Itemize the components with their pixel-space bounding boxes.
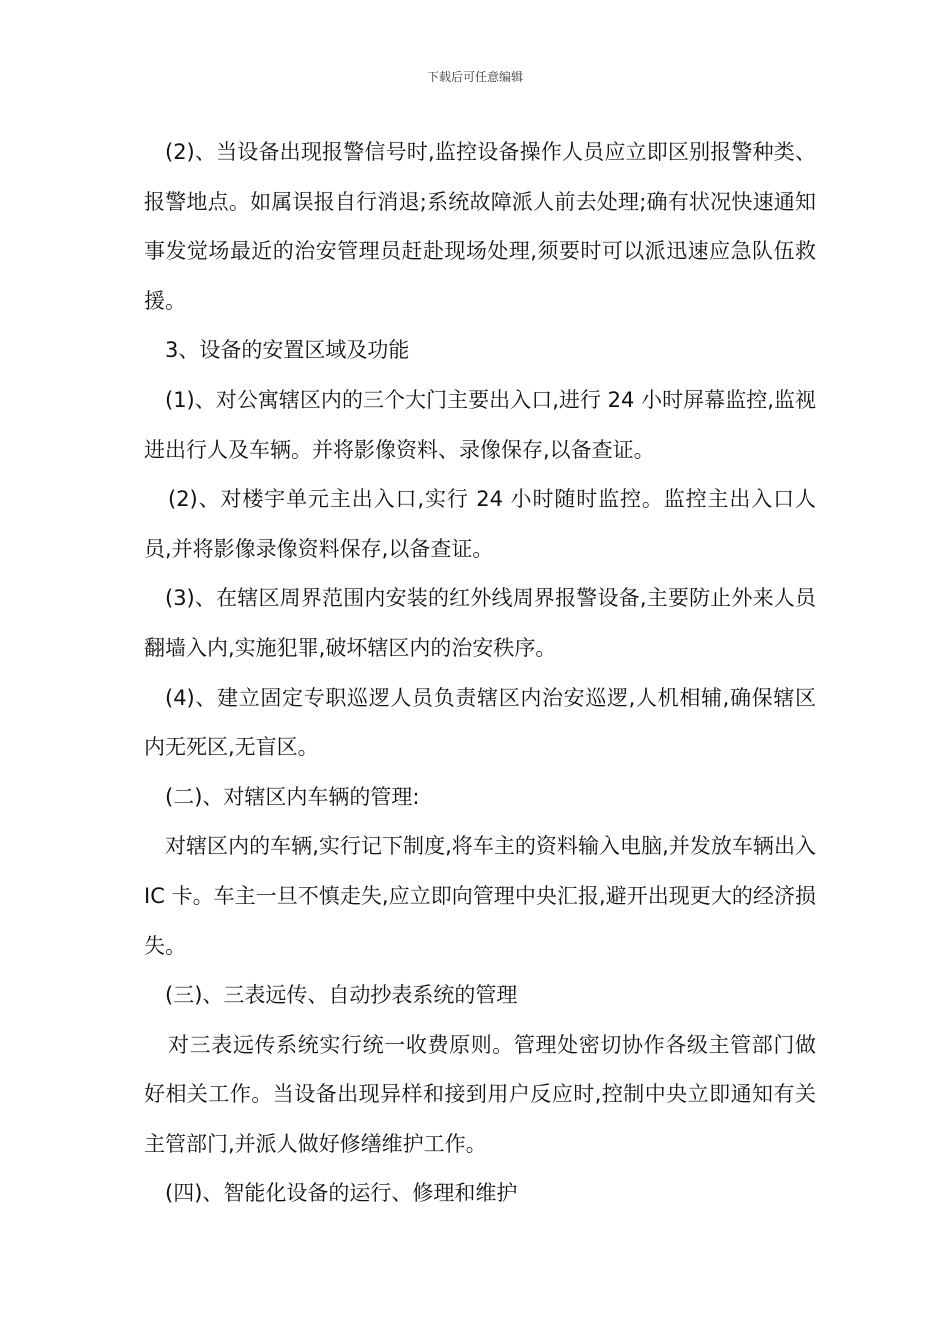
paragraph-alarm-handling: (2)、当设备出现报警信号时,监控设备操作人员应立即区别报警种类、报警地点。如属误报自行消退;系统故障派人前去处理;确有状况快速通知事发觉场最近的治安管理员赶赴现场处理,须要时可以派迅速应急队伍救援。 xyxy=(144,140,816,313)
section-heading-device-placement: 3、设备的安置区域及功能 xyxy=(165,338,410,363)
page-header: 下载后可任意编辑 xyxy=(426,70,523,84)
section-heading-equipment-maintenance: (四)、智能化设备的运行、修理和维护 xyxy=(165,1181,518,1206)
paragraph-perimeter-alarm: (3)、在辖区周界范围内安装的红外线周界报警设备,主要防止外来人员翻墙入内,实施犯罪,破坏辖区内的治安秩序。 xyxy=(144,586,816,660)
section-heading-vehicle-management: (二)、对辖区内车辆的管理: xyxy=(165,784,420,809)
document-body xyxy=(144,128,816,1219)
paragraph-patrol: (4)、建立固定专职巡逻人员负责辖区内治安巡逻,人机相辅,确保辖区内无死区,无盲区。 xyxy=(144,685,816,760)
section-heading-meter-reading: (三)、三表远传、自动抄表系统的管理 xyxy=(165,983,518,1008)
paragraph-main-gate-monitoring: (1)、对公寓辖区内的三个大门主要出入口,进行 24 小时屏幕监控,监视进出行人及车辆。并将影像资料、录像保存,以备查证。 xyxy=(144,387,816,462)
paragraph-building-entrance-monitoring: (2)、对楼宇单元主出入口,实行 24 小时随时监控。监控主出入口人员,并将影像录像资料保存,以备查证。 xyxy=(144,487,816,561)
paragraph-meter-billing: 对三表远传系统实行统一收费原则。管理处密切协作各级主管部门做好相关工作。当设备出现异样和接到用户反应时,控制中央立即通知有关主管部门,并派人做好修缮维护工作。 xyxy=(144,1032,816,1156)
paragraph-vehicle-registration: 对辖区内的车辆,实行记下制度,将车主的资料输入电脑,并发放车辆出入 IC 卡。车主一旦不慎走失,应立即向管理中央汇报,避开出现更大的经济损失。 xyxy=(144,834,816,958)
